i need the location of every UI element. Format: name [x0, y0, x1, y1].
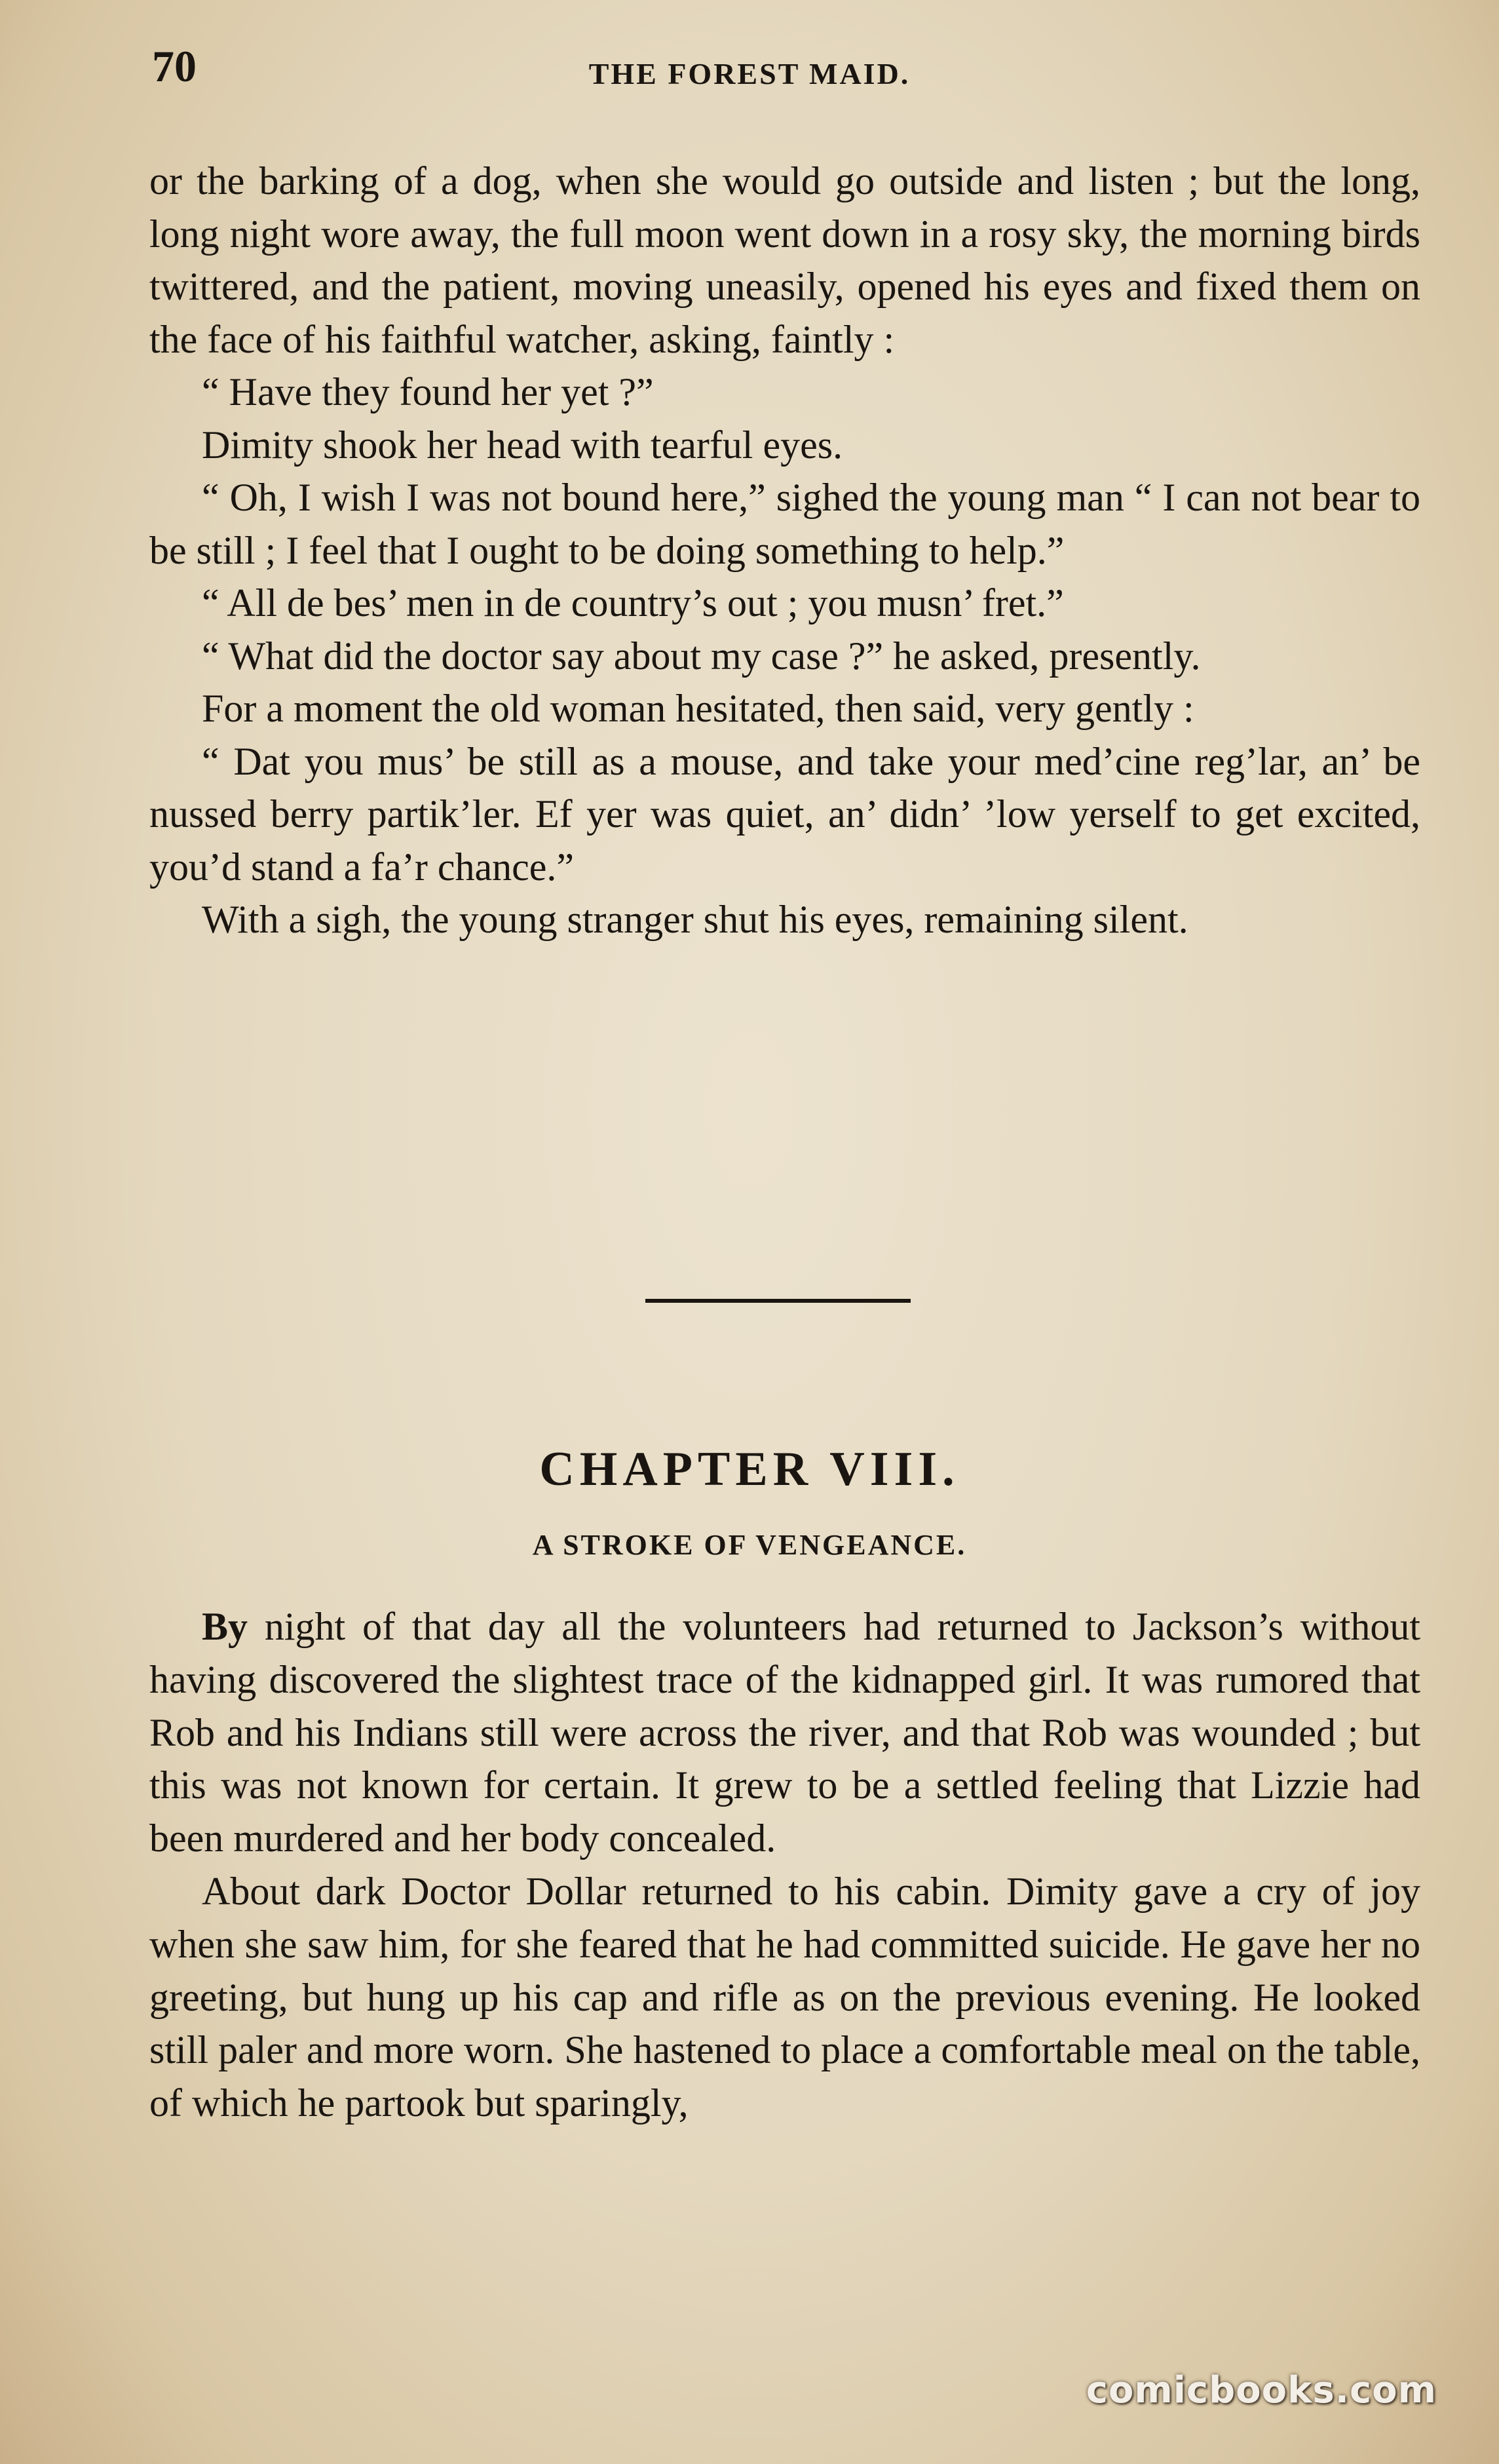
text-block-bottom — [149, 1600, 1420, 2130]
paragraph: “ What did the doctor say about my case ?” he asked, presently. — [202, 634, 1201, 678]
text-block-top — [149, 155, 1420, 946]
section-divider — [645, 1299, 911, 1303]
paragraph: or the barking of a dog, when she would go outside and listen ; but the long, long night wore away, the full moon went down in a rosy sky, the morning birds twittered, and the patient, moving uneasily, opened his eyes and fixed them on the face of his faithful watcher, asking, faintly : — [149, 159, 1420, 361]
chapter-title: CHAPTER VIII. — [539, 1442, 960, 1496]
page-number: 70 — [152, 41, 197, 91]
paragraph: For a moment the old woman hesitated, then said, very gently : — [202, 687, 1194, 730]
paragraph — [149, 1600, 1420, 1865]
paragraph: “ Have they found her yet ?” — [202, 370, 654, 414]
paragraph: “ Oh, I wish I was not bound here,” sighed the young man “ I can not bear to be still ; I feel that I ought to be doing something to help.” — [149, 476, 1420, 572]
drop-lead-word: By — [202, 1605, 248, 1648]
chapter-subtitle: A STROKE OF VENGEANCE. — [532, 1529, 967, 1561]
watermark-logo: comicbooks.com — [1086, 2369, 1437, 2412]
paragraph: “ Dat you mus’ be still as a mouse, and take your med’cine reg’lar, an’ be nussed berry partik’ler. Ef yer was quiet, an’ didn’ ’low yerself to get excited, you’d stand a fa’r chance.” — [149, 739, 1420, 889]
running-head: THE FOREST MAID. — [588, 57, 911, 90]
paragraph: About dark Doctor Dollar returned to his cabin. Dimity gave a cry of joy when she saw him, for she feared that he had committed suicide. He gave her no greeting, but hung up his cap and rifle as on the previous evening. He looked still paler and more worn. She hastened to place a comfortable meal on the table, of which he partook but sparingly, — [149, 1869, 1420, 2125]
paragraph: Dimity shook her head with tearful eyes. — [202, 423, 843, 467]
paragraph: With a sigh, the young stranger shut his eyes, remaining silent. — [202, 898, 1188, 941]
paragraph-text: night of that day all the volunteers had returned to Jackson’s without having discovered the slightest trace of the kidnapped girl. It was rumored that Rob and his Indians still were across the river, and that Rob was wounded ; but this was not known for certain. It grew to be a settled feeling that Lizzie had been murdered and her body concealed. — [149, 1605, 1420, 1860]
paragraph: “ All de bes’ men in de country’s out ; you musn’ fret.” — [202, 581, 1064, 625]
